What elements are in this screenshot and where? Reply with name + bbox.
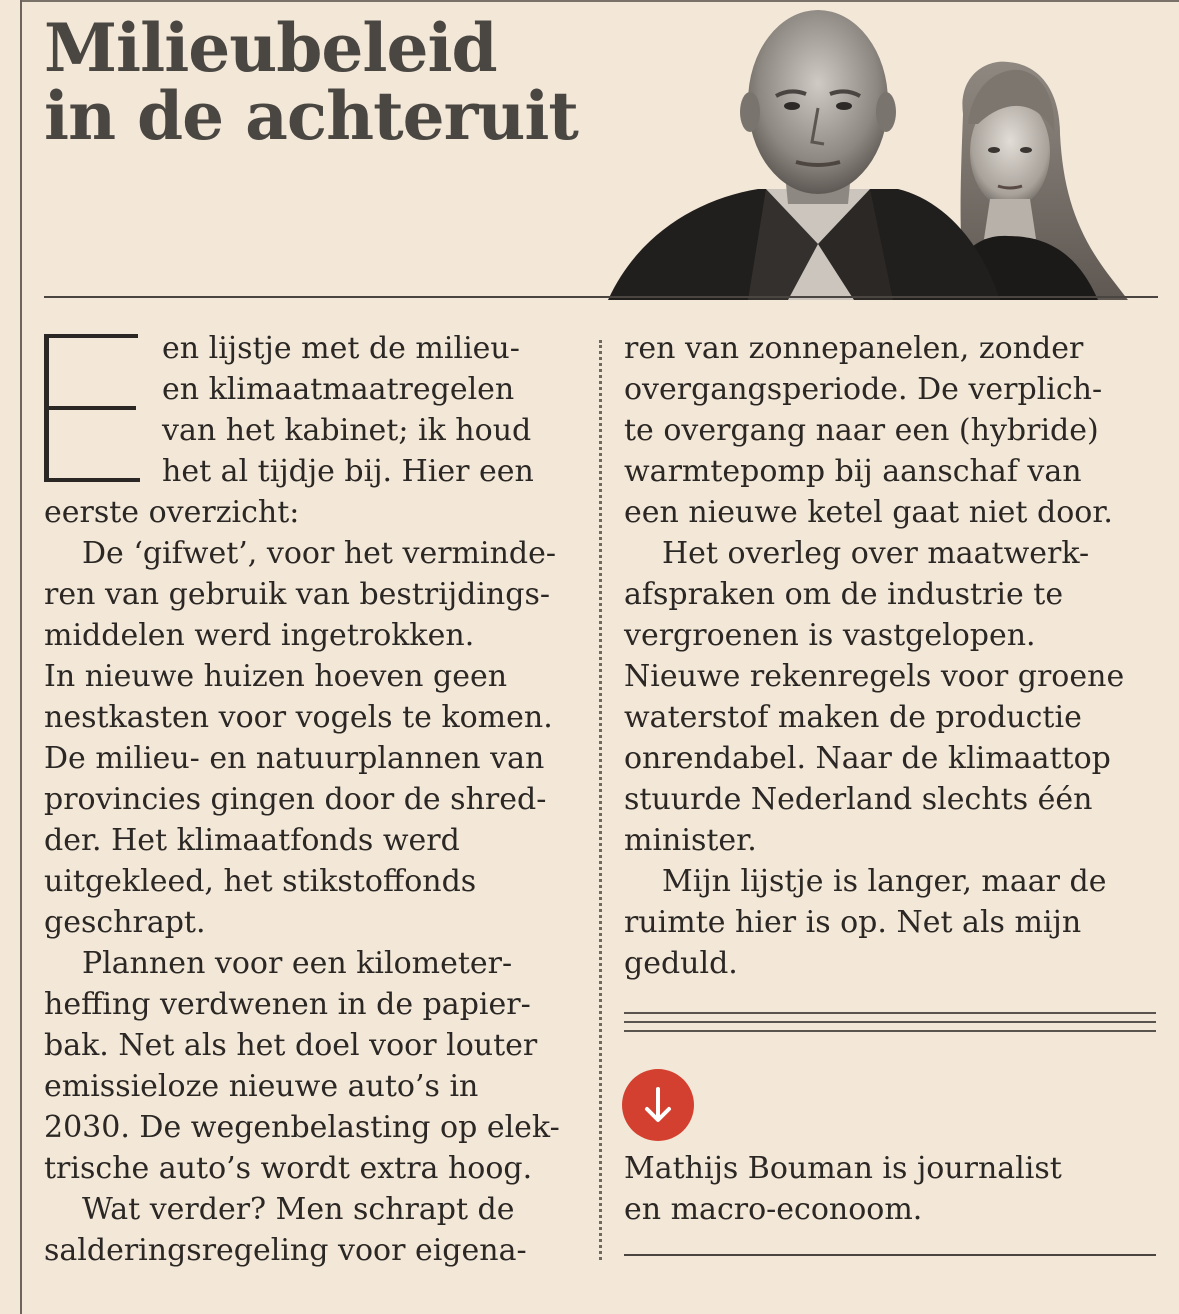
text-line: onrendabel. Naar de klimaattop [624,741,1111,776]
headline [44,9,578,155]
author-bio [624,1148,1156,1230]
text-line: vergroenen is vastgelopen. [624,618,1036,653]
text-line: ren van zonnepanelen, zonder [624,331,1084,366]
author-bio-line-2: en macro-econoom. [624,1192,923,1227]
text-line: In nieuwe huizen hoeven geen [44,659,508,694]
text-line: middelen werd ingetrokken. [44,618,475,653]
text-line: en lijstje met de milieu- [162,331,520,366]
portrait-photo [608,4,1160,300]
text-line: De ‘gifwet’, voor het verminde- [82,536,556,571]
text-line: Plannen voor een kilometer- [82,946,513,981]
text-line: Wat verder? Men schrapt de [82,1192,515,1227]
text-line: het al tijdje bij. Hier een [162,454,534,489]
text-line: Het overleg over maatwerk- [662,536,1090,571]
arrow-down-badge [622,1069,694,1141]
text-line: trische auto’s wordt extra hoog. [44,1151,533,1186]
section-triple-rule [624,1012,1156,1039]
text-line: nestkasten voor vogels te komen. [44,700,553,735]
header-rule [44,296,1158,298]
text-line: emissieloze nieuwe auto’s in [44,1069,479,1104]
text-line: ren van gebruik van bestrijdings- [44,577,550,612]
column-divider-dotted [599,340,602,1260]
headline-line-2: in de achteruit [44,77,578,155]
text-line: ruimte hier is op. Net als mijn [624,905,1082,940]
text-line: van het kabinet; ik houd [162,413,532,448]
text-line: der. Het klimaatfonds werd [44,823,460,858]
text-line: Mijn lijstje is langer, maar de [662,864,1107,899]
text-line: geschrapt. [44,905,206,940]
text-line: eerste overzicht: [44,495,300,530]
text-line: warmtepomp bij aanschaf van [624,454,1082,489]
text-line: stuurde Nederland slechts één [624,782,1093,817]
text-line: overgangsperiode. De verplich- [624,372,1103,407]
headline-line-1: Milieubeleid [44,9,497,87]
text-line: provincies gingen door de shred- [44,782,547,817]
text-line: minister. [624,823,757,858]
arrow-down-icon [622,1069,694,1141]
text-line: waterstof maken de productie [624,700,1082,735]
left-margin-rule [20,0,22,1314]
top-edge-rule [20,0,1179,2]
text-line: bak. Net als het doel voor louter [44,1028,538,1063]
article-column-right [624,328,1154,984]
text-line: uitgekleed, het stikstoffonds [44,864,477,899]
text-line: afspraken om de industrie te [624,577,1064,612]
author-bio-line-1: Mathijs Bouman is journalist [624,1151,1062,1186]
text-line: heffing verdwenen in de papier- [44,987,531,1022]
text-line: Nieuwe rekenregels voor groene [624,659,1125,694]
text-line: en klimaatmaatregelen [162,372,515,407]
text-line: 2030. De wegenbelasting op elek- [44,1110,560,1145]
text-line: salderingsregeling voor eigena- [44,1233,527,1268]
text-line: een nieuwe ketel gaat niet door. [624,495,1113,530]
article-column-left [44,328,574,1271]
bottom-rule [624,1254,1156,1256]
text-line: De milieu- en natuurplannen van [44,741,545,776]
text-line: geduld. [624,946,738,981]
text-line: te overgang naar een (hybride) [624,413,1099,448]
